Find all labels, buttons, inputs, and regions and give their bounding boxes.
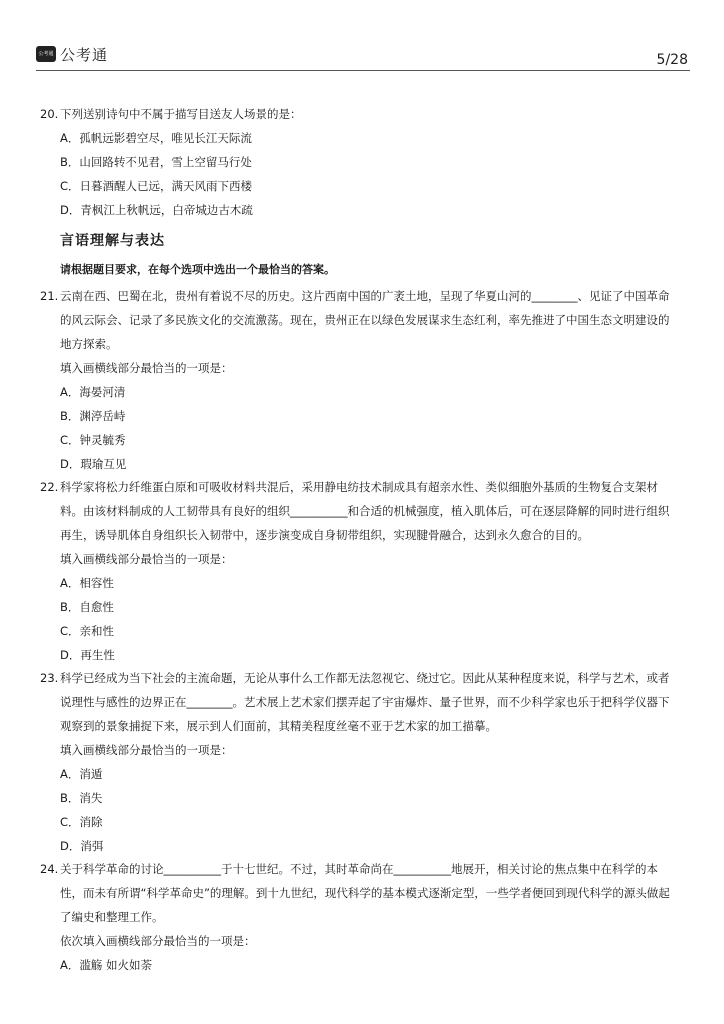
stem-line: 科学家将松力纤维蛋白原和可吸收材料共混后，采用静电纺技术制成具有超亲水性、类似细胞外基质的生物复合支架材 xyxy=(60,480,658,494)
option-c[interactable]: C．消除 xyxy=(60,815,103,829)
page-number: 5/28 xyxy=(656,52,688,68)
option-d[interactable]: D．再生性 xyxy=(60,648,115,662)
section-instruction: 请根据题目要求，在每个选项中选出一个最恰当的答案。 xyxy=(60,263,335,276)
option-c[interactable]: C．亲和性 xyxy=(60,624,115,638)
question-number: 23. xyxy=(40,671,59,685)
question-stem xyxy=(60,666,688,738)
question-stem xyxy=(60,102,688,126)
option-a[interactable]: A．相容性 xyxy=(60,576,114,590)
option-b[interactable]: B．山回路转不见君，雪上空留马行处 xyxy=(60,155,252,169)
option-b[interactable]: B．自愈性 xyxy=(60,600,114,614)
stem-line: 性，而未有所谓“科学革命史”的理解。到十九世纪，现代科学的基本模式逐渐定型，一些学者便回到现代科学的源头做起 xyxy=(60,886,670,900)
question-number: 24. xyxy=(40,862,59,876)
option-c[interactable]: C．钟灵毓秀 xyxy=(60,433,126,447)
option-a[interactable]: A．滥觞 如火如荼 xyxy=(60,958,153,972)
stem-line: 料。由该材料制成的人工韧带具有良好的组织__________和合适的机械强度，植入肌体后，可在逐层降解的同时进行组织 xyxy=(60,504,670,518)
option-c[interactable]: C．日暮酒醒人已远，满天风雨下西楼 xyxy=(60,179,253,193)
stem-line: 科学已经成为当下社会的主流命题，无论从事什么工作都无法忽视它、绕过它。因此从某种程度来说，科学与艺术，或者 xyxy=(60,671,670,685)
stem-line: 观察到的景象捕捉下来，展示到人们面前，其精美程度丝毫不亚于艺术家的加工描摹。 xyxy=(60,719,497,733)
stem-line: 关于科学革命的讨论__________于十七世纪。不过，其时革命尚在__________地展开，相关讨论的焦点集中在科学的本 xyxy=(60,862,658,876)
stem-line: 下列送别诗句中不属于描写目送友人场景的是： xyxy=(60,107,302,121)
stem-line: 再生，诱导肌体自身组织长入韧带中，逐步演变成自身韧带组织，实现腱骨融合，达到永久愈合的目的。 xyxy=(60,528,589,542)
option-b[interactable]: B．消失 xyxy=(60,791,103,805)
question-23 xyxy=(40,666,688,858)
question-number: 22. xyxy=(40,480,59,494)
page-header xyxy=(36,44,690,71)
logo-badge: 公考通 xyxy=(36,46,56,62)
question-number: 21. xyxy=(40,289,59,303)
section-title: 言语理解与表达 xyxy=(60,233,165,249)
option-a[interactable]: A．海晏河清 xyxy=(60,385,126,399)
stem-line: 地方探索。 xyxy=(60,337,118,351)
logo-text: 公考通 xyxy=(60,46,109,64)
stem-line: 了编史和整理工作。 xyxy=(60,910,164,924)
stem-line: 云南在西、巴蜀在北，贵州有着说不尽的历史。这片西南中国的广袤土地，呈现了华夏山河的________、见证了中国革命 xyxy=(60,289,670,303)
option-a[interactable]: A．消遁 xyxy=(60,767,103,781)
question-prompt: 填入画横线部分最恰当的一项是： xyxy=(60,552,233,566)
option-d[interactable]: D．消弭 xyxy=(60,839,104,853)
question-22 xyxy=(40,475,688,667)
stem-line: 的风云际会、记录了多民族文化的交流激荡。现在，贵州正在以绿色发展谋求生态红利，率先推进了中国生态文明建设的 xyxy=(60,313,670,327)
question-stem xyxy=(60,284,688,356)
question-24 xyxy=(40,857,688,977)
question-number: 20. xyxy=(40,107,59,121)
stem-line: 说理性与感性的边界正在________。艺术展上艺术家们摆弄起了宇宙爆炸、量子世界，而不少科学家也乐于把科学仪器下 xyxy=(60,695,670,709)
question-prompt: 填入画横线部分最恰当的一项是： xyxy=(60,361,233,375)
question-prompt: 依次填入画横线部分最恰当的一项是： xyxy=(60,934,256,948)
question-20 xyxy=(40,102,688,222)
question-stem xyxy=(60,475,688,547)
question-stem xyxy=(60,857,688,929)
option-d[interactable]: D．青枫江上秋帆远，白帝城边古木疏 xyxy=(60,203,253,217)
question-prompt: 填入画横线部分最恰当的一项是： xyxy=(60,743,233,757)
option-b[interactable]: B．渊渟岳峙 xyxy=(60,409,126,423)
question-21 xyxy=(40,284,688,476)
option-a[interactable]: A．孤帆远影碧空尽，唯见长江天际流 xyxy=(60,131,252,145)
option-d[interactable]: D．瑕瑜互见 xyxy=(60,457,127,471)
